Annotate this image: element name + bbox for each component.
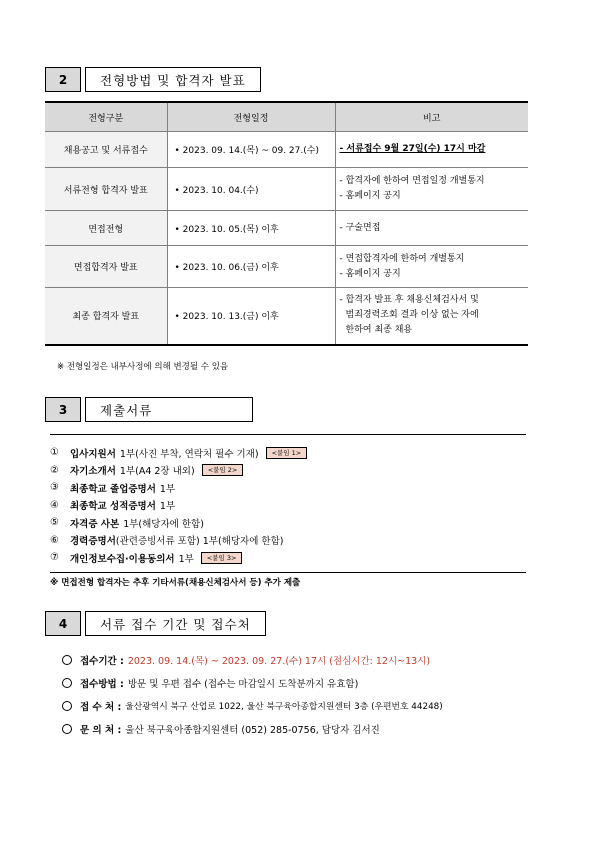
item-number: ① (50, 447, 59, 459)
item-number: ⑦ (50, 552, 59, 564)
document-name: 개인정보수집·이용동의서 (70, 553, 175, 565)
table-header-row (45, 102, 528, 132)
note-cell (335, 211, 528, 246)
stage-cell: 면접합격자 발표 (45, 246, 167, 288)
column-header: 전형구분 (45, 102, 167, 132)
item-number: ③ (50, 482, 59, 494)
info-value: 울산광역시 북구 산업로 1022, 울산 북구육아종합지원센터 3층 (우편번호 44248) (125, 702, 443, 712)
attachment-badge: <붙임 1> (266, 447, 308, 459)
stage-cell: 서류전형 합격자 발표 (45, 168, 167, 211)
list-item (50, 479, 307, 497)
date-cell: • 2023. 09. 14.(목) ~ 09. 27.(수) (167, 132, 335, 168)
section-2-header (45, 67, 261, 92)
date-cell: • 2023. 10. 05.(목) 이후 (167, 211, 335, 246)
section-number: 2 (45, 67, 81, 92)
section-title: 전형방법 및 합격자 발표 (85, 67, 261, 92)
attachment-badge: <붙임 3> (201, 552, 243, 564)
stage-cell: 최종 합격자 발표 (45, 288, 167, 345)
stage-cell: 면접전형 (45, 211, 167, 246)
item-number: ② (50, 464, 59, 476)
note-line: - 합격자 발표 후 채용신체검사서 및 (339, 295, 479, 306)
table-row (45, 132, 528, 168)
note-line: - 합격자에 한하여 면접일정 개별통지 (339, 176, 485, 186)
document-name: 최종학교 졸업증명서 (70, 483, 156, 495)
document-detail: 1부(해당자에 한함) (123, 518, 204, 530)
document-detail: 1부 (178, 553, 194, 565)
list-item (62, 694, 443, 717)
circle-bullet-icon (62, 678, 72, 688)
document-name: 최종학교 성적증명서 (70, 501, 156, 513)
note-line: - 서류접수 9월 27일(수) 17시 마감 (339, 144, 486, 154)
document-detail: 1부(사진 부착, 연락처 필수 기재) (119, 448, 259, 460)
list-item (50, 532, 307, 550)
list-item (62, 717, 443, 740)
note-cell (335, 132, 528, 168)
date-cell: • 2023. 10. 04.(수) (167, 168, 335, 211)
circle-bullet-icon (62, 701, 72, 711)
attachment-badge: <붙임 2> (202, 464, 244, 476)
document-detail: 1부 (159, 501, 176, 513)
info-label: 문 의 처 : (80, 724, 122, 736)
list-item (50, 514, 307, 532)
note-line: - 면접합격자에 한하여 개별통지 (339, 253, 465, 264)
section-title: 서류 접수 기간 및 접수처 (85, 611, 266, 636)
info-value: 방문 및 우편 접수 (접수는 마감일시 도착분까지 유효함) (127, 678, 359, 690)
stage-cell: 채용공고 및 서류접수 (45, 132, 167, 168)
document-name: 입사지원서 (70, 448, 116, 460)
list-item (62, 648, 443, 671)
document-name: 경력증명서 (70, 536, 116, 548)
table-row (45, 288, 528, 345)
divider-line (50, 572, 526, 573)
section-4-header (45, 611, 266, 636)
submission-info (62, 648, 443, 740)
note-line: 한하여 최종 채용 (345, 325, 413, 336)
section-number: 4 (45, 611, 81, 636)
list-item (50, 444, 307, 462)
note-line: 범죄경력조회 결과 이상 없는 자에 (345, 310, 479, 321)
note-line: - 구술면접 (339, 222, 381, 233)
section-3-header (45, 397, 253, 422)
date-cell: • 2023. 10. 13.(금) 이후 (167, 288, 335, 345)
note-cell (335, 246, 528, 288)
item-number: ④ (50, 499, 59, 511)
table-row (45, 246, 528, 288)
divider-line (50, 434, 526, 435)
column-header: 전형일정 (167, 102, 335, 132)
document-name: 자기소개서 (70, 466, 116, 478)
table-row (45, 168, 528, 211)
list-item (50, 462, 307, 480)
document-detail: (관련증빙서류 포함) 1부(해당자에 한함) (115, 536, 284, 548)
info-label: 접수기간 : (80, 655, 124, 667)
table-row (45, 211, 528, 246)
list-item (50, 497, 307, 515)
info-value: 울산 북구육아종합지원센터 (052) 285-0756, 담당자 김서진 (125, 724, 380, 736)
documents-footnote: ※ 면접전형 합격자는 추후 기타서류(채용신체검사서 등) 추가 제출 (50, 578, 301, 588)
document-detail: 1부(A4 2장 내외) (119, 466, 195, 478)
list-item (62, 671, 443, 694)
info-label: 접수방법 : (80, 678, 124, 690)
item-number: ⑥ (50, 534, 59, 546)
info-value: 2023. 09. 14.(목) ~ 2023. 09. 27.(수) 17시 (점심시간: 12시~13시) (127, 655, 431, 667)
document-name: 자격증 사본 (70, 518, 120, 530)
note-cell (335, 168, 528, 211)
info-label: 접 수 처 : (80, 701, 122, 713)
note-cell (335, 288, 528, 345)
schedule-table (45, 101, 528, 346)
circle-bullet-icon (62, 655, 72, 665)
section-number: 3 (45, 397, 81, 422)
item-number: ⑤ (50, 517, 59, 529)
circle-bullet-icon (62, 724, 72, 734)
documents-list (50, 444, 307, 567)
note-line: - 홈페이지 공지 (339, 268, 401, 279)
schedule-footnote: ※ 전형일정은 내부사정에 의해 변경될 수 있음 (57, 362, 229, 372)
column-header: 비고 (335, 102, 528, 132)
date-cell: • 2023. 10. 06.(금) 이후 (167, 246, 335, 288)
document-detail: 1부 (159, 483, 176, 495)
list-item (50, 549, 307, 567)
section-title: 제출서류 (85, 397, 253, 422)
note-line: - 홈페이지 공지 (339, 191, 401, 201)
